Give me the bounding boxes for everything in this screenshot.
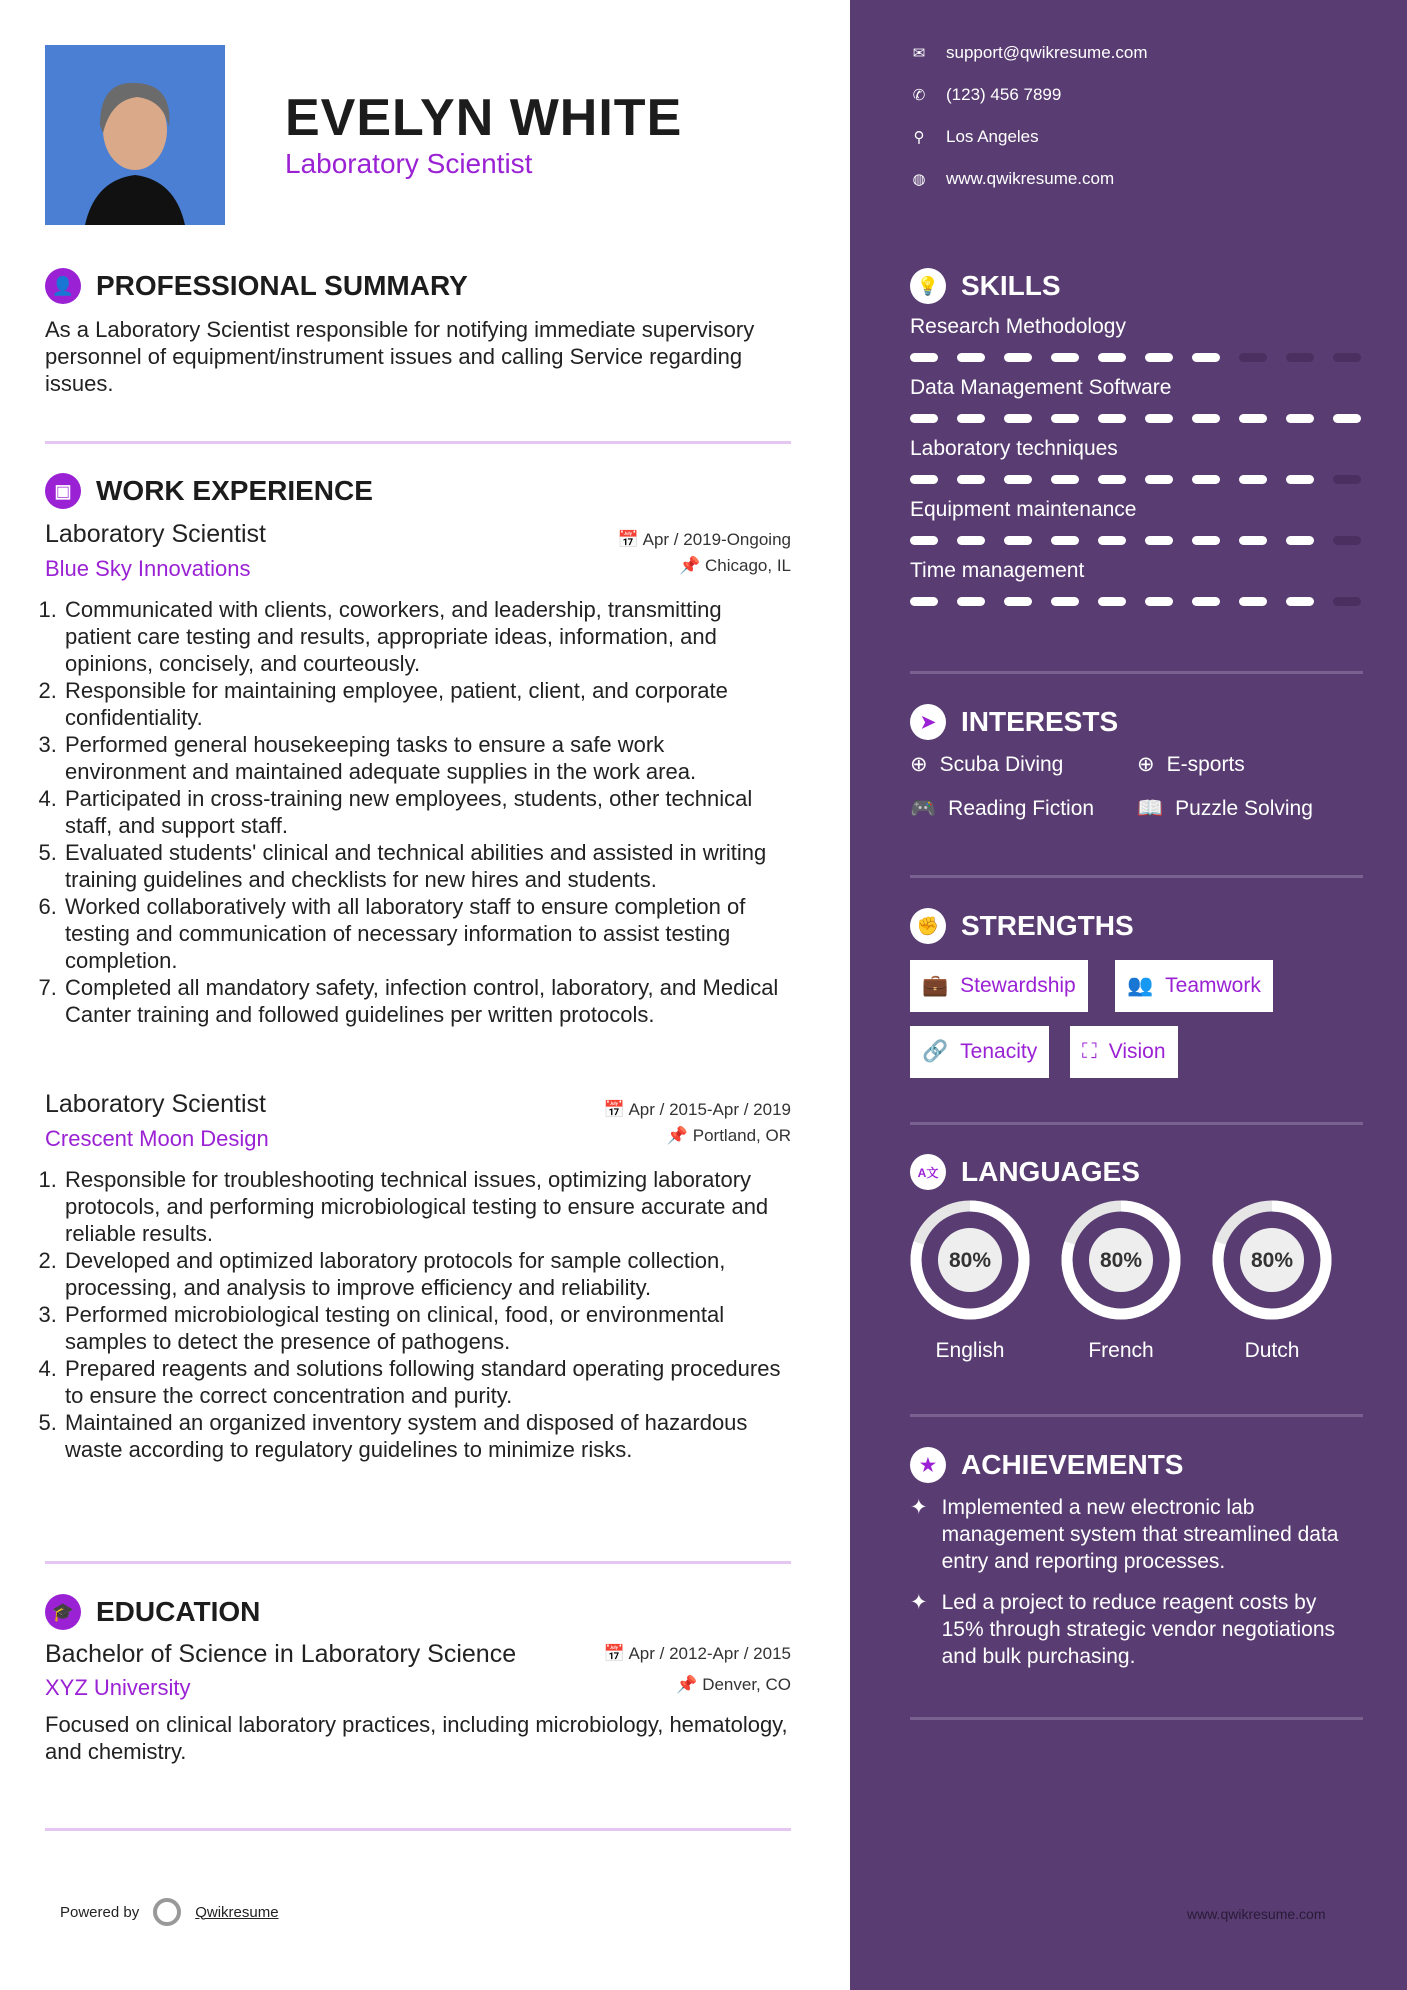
skill-level-dot bbox=[1004, 597, 1032, 606]
work-heading bbox=[45, 473, 373, 509]
skill-name: Time management bbox=[910, 559, 1085, 582]
duty-item: 2. Developed and optimized laboratory protocols for sample collection, processing, and analysis to improve efficiency and reliability. bbox=[63, 1247, 791, 1301]
email-text[interactable]: support@qwikresume.com bbox=[946, 43, 1148, 62]
lightbulb-icon: 💡 bbox=[910, 268, 946, 304]
strength-chip bbox=[1070, 1026, 1178, 1078]
skill-level-bar bbox=[910, 597, 1363, 606]
language-item bbox=[910, 1200, 1030, 1363]
skill-item bbox=[910, 498, 1363, 545]
language-name: French bbox=[1088, 1339, 1154, 1362]
duty-item: 4. Prepared reagents and solutions following standard operating procedures to ensure the correct concentration and purity. bbox=[63, 1355, 791, 1409]
briefcase-icon: ▣ bbox=[45, 473, 81, 509]
strength-chip bbox=[1115, 960, 1273, 1012]
work-heading-text: WORK EXPERIENCE bbox=[96, 475, 373, 506]
skill-level-dot bbox=[1004, 475, 1032, 484]
qwikresume-logo-icon bbox=[153, 1898, 181, 1926]
pin-icon: 📌 bbox=[666, 1126, 693, 1145]
skill-level-dot bbox=[1098, 536, 1126, 545]
skill-level-dot bbox=[910, 597, 938, 606]
interest-item bbox=[1137, 797, 1313, 821]
qwikresume-link[interactable]: Qwikresume bbox=[195, 1903, 279, 1921]
skill-level-dot bbox=[1098, 597, 1126, 606]
skill-level-dot bbox=[1192, 475, 1220, 484]
skill-level-dot bbox=[957, 536, 985, 545]
job-title: Laboratory Scientist bbox=[45, 520, 266, 548]
book-icon: 📖 bbox=[1137, 797, 1164, 820]
pin-icon: 📌 bbox=[676, 1675, 703, 1694]
achievement-text: Led a project to reduce reagent costs by 15% through strategic vendor negotiations and bulk purchasing. bbox=[941, 1591, 1336, 1668]
star-icon: ✦ bbox=[910, 1591, 928, 1614]
skill-level-dot bbox=[1145, 536, 1173, 545]
skill-item bbox=[910, 437, 1363, 484]
summary-heading-text: PROFESSIONAL SUMMARY bbox=[96, 270, 468, 301]
strength-label: Tenacity bbox=[960, 1040, 1038, 1063]
skills-list bbox=[910, 315, 1363, 620]
education-location bbox=[676, 1675, 791, 1701]
paper-plane-icon: ➤ bbox=[910, 704, 946, 740]
company-name: Crescent Moon Design bbox=[45, 1126, 269, 1151]
candidate-name: EVELYN WHITE bbox=[285, 89, 683, 147]
divider bbox=[45, 1828, 791, 1831]
job-dates bbox=[604, 1100, 792, 1120]
strength-label: Vision bbox=[1108, 1040, 1166, 1063]
skill-name: Laboratory techniques bbox=[910, 437, 1118, 460]
skill-level-dot bbox=[1051, 414, 1079, 423]
link-icon: 🔗 bbox=[922, 1040, 949, 1063]
strengths-heading bbox=[910, 908, 1134, 944]
skill-item bbox=[910, 315, 1363, 362]
language-percent: 80% bbox=[1250, 1249, 1294, 1272]
powered-by-text: Powered by bbox=[60, 1903, 140, 1921]
skill-level-dot bbox=[1004, 414, 1032, 423]
skill-level-dot bbox=[1239, 353, 1267, 362]
globe-icon: ◍ bbox=[912, 171, 926, 188]
achievement-item bbox=[910, 1494, 1363, 1575]
skill-level-dot bbox=[1286, 475, 1314, 484]
job-dates-text: Apr / 2019-Ongoing bbox=[642, 530, 791, 549]
skill-level-dot bbox=[1004, 353, 1032, 362]
job-entry bbox=[45, 1090, 791, 1463]
job-location bbox=[679, 556, 791, 582]
skills-heading-text: SKILLS bbox=[961, 270, 1061, 301]
languages-heading-text: LANGUAGES bbox=[961, 1156, 1140, 1187]
skill-level-bar bbox=[910, 536, 1363, 545]
star-badge-icon: ★ bbox=[910, 1447, 946, 1483]
divider bbox=[910, 671, 1363, 674]
contact-email bbox=[910, 38, 1148, 68]
education-heading-text: EDUCATION bbox=[96, 1596, 261, 1627]
skill-level-dot bbox=[1239, 536, 1267, 545]
language-name: English bbox=[935, 1339, 1005, 1362]
life-ring-icon: ⊕ bbox=[1137, 753, 1155, 776]
skill-level-dot bbox=[1145, 414, 1173, 423]
interest-item bbox=[1137, 752, 1245, 777]
duty-item: 3. Performed general housekeeping tasks to ensure a safe work environment and maintained adequate supplies in the work area. bbox=[63, 731, 791, 785]
calendar-icon: 📅 bbox=[617, 530, 643, 549]
phone-icon: ✆ bbox=[912, 87, 926, 104]
binoculars-icon: ⛶ bbox=[1082, 1040, 1097, 1063]
education-dates-text: Apr / 2012-Apr / 2015 bbox=[628, 1644, 791, 1663]
skill-item bbox=[910, 376, 1363, 423]
location-text: Los Angeles bbox=[946, 127, 1039, 146]
summary-heading bbox=[45, 268, 468, 304]
interest-label: Puzzle Solving bbox=[1175, 797, 1313, 820]
job-location-text: Chicago, IL bbox=[705, 556, 791, 575]
job-duties bbox=[45, 1166, 791, 1463]
interest-item bbox=[910, 797, 1094, 821]
skill-level-dot bbox=[1333, 536, 1361, 545]
skill-level-dot bbox=[1145, 353, 1173, 362]
achievement-text: Implemented a new electronic lab management system that streamlined data entry and reporting processes. bbox=[941, 1496, 1339, 1573]
skill-name: Equipment maintenance bbox=[910, 498, 1137, 521]
website-text[interactable]: www.qwikresume.com bbox=[946, 169, 1115, 188]
calendar-icon: 📅 bbox=[603, 1100, 629, 1119]
job-dates-text: Apr / 2015-Apr / 2019 bbox=[628, 1100, 791, 1119]
skill-level-dot bbox=[957, 353, 985, 362]
skill-level-dot bbox=[910, 353, 938, 362]
skill-level-dot bbox=[1192, 414, 1220, 423]
interests-heading bbox=[910, 704, 1118, 740]
achievements-heading bbox=[910, 1447, 1183, 1483]
duty-item: 2. Responsible for maintaining employee, patient, client, and corporate confidentiality. bbox=[63, 677, 791, 731]
school-name: XYZ University bbox=[45, 1675, 191, 1700]
duty-item: 5. Evaluated students' clinical and technical abilities and assisted in writing training guidelines and checklists for new hires and students. bbox=[63, 839, 791, 893]
divider bbox=[910, 875, 1363, 878]
language-progress-ring bbox=[1212, 1200, 1332, 1320]
fist-icon: ✊ bbox=[910, 908, 946, 944]
interests-heading-text: INTERESTS bbox=[961, 706, 1119, 737]
contact-location bbox=[910, 122, 1148, 152]
duty-item: 6. Worked collaboratively with all laboratory staff to ensure completion of testing and communication of necessary information to assist testing completion. bbox=[63, 893, 791, 974]
skill-level-dot bbox=[1145, 597, 1173, 606]
job-title: Laboratory Scientist bbox=[45, 1090, 266, 1118]
skill-level-dot bbox=[910, 414, 938, 423]
skill-level-dot bbox=[910, 536, 938, 545]
strength-chip bbox=[910, 960, 1088, 1012]
skill-level-dot bbox=[1098, 414, 1126, 423]
strengths-heading-text: STRENGTHS bbox=[961, 910, 1134, 941]
strength-chip bbox=[910, 1026, 1049, 1078]
duty-item: 1. Responsible for troubleshooting technical issues, optimizing laboratory protocols, and performing microbiological testing to ensure accurate and reliable results. bbox=[63, 1166, 791, 1247]
profile-photo bbox=[45, 45, 225, 225]
briefcase-icon: 💼 bbox=[922, 974, 949, 997]
skill-level-dot bbox=[910, 475, 938, 484]
gamepad-icon: 🎮 bbox=[910, 797, 937, 820]
education-dates bbox=[604, 1644, 792, 1669]
skill-level-dot bbox=[1333, 475, 1361, 484]
job-duties bbox=[45, 596, 791, 1028]
skill-level-dot bbox=[1239, 475, 1267, 484]
language-name: Dutch bbox=[1244, 1339, 1300, 1362]
duty-item: 7. Completed all mandatory safety, infection control, laboratory, and Medical Canter training and followed guidelines per written protocols. bbox=[63, 974, 791, 1028]
contact-phone bbox=[910, 80, 1148, 110]
skill-level-dot bbox=[1192, 536, 1220, 545]
interest-label: E-sports bbox=[1166, 752, 1245, 776]
duty-item: 5. Maintained an organized inventory system and disposed of hazardous waste according to regulatory guidelines to minimize risks. bbox=[63, 1409, 791, 1463]
degree: Bachelor of Science in Laboratory Science bbox=[45, 1640, 517, 1668]
skill-level-dot bbox=[1333, 353, 1361, 362]
skill-level-dot bbox=[1192, 353, 1220, 362]
interest-label: Scuba Diving bbox=[939, 752, 1064, 776]
summary-text: As a Laboratory Scientist responsible for notifying immediate supervisory personnel of equipment/instrument issues and calling Service regarding issues. bbox=[45, 317, 755, 396]
phone-text: (123) 456 7899 bbox=[946, 85, 1062, 104]
skill-level-dot bbox=[1333, 597, 1361, 606]
skill-level-dot bbox=[957, 414, 985, 423]
map-pin-icon: ⚲ bbox=[913, 129, 925, 146]
languages-list bbox=[910, 1200, 1332, 1363]
powered-by bbox=[60, 1898, 279, 1926]
skill-level-dot bbox=[1004, 536, 1032, 545]
achievements-heading-text: ACHIEVEMENTS bbox=[961, 1449, 1184, 1480]
language-progress-ring bbox=[910, 1200, 1030, 1320]
interest-label: Reading Fiction bbox=[948, 797, 1095, 820]
interest-item bbox=[910, 752, 1063, 777]
translate-icon: A文 bbox=[910, 1154, 946, 1190]
language-item bbox=[1061, 1200, 1181, 1363]
skill-name: Data Management Software bbox=[910, 376, 1172, 399]
language-progress-ring bbox=[1061, 1200, 1181, 1320]
language-percent: 80% bbox=[948, 1249, 992, 1272]
users-icon: 👥 bbox=[1127, 974, 1154, 997]
skill-level-dot bbox=[1286, 353, 1314, 362]
skill-level-dot bbox=[1286, 536, 1314, 545]
strength-label: Stewardship bbox=[960, 974, 1076, 997]
strength-label: Teamwork bbox=[1165, 974, 1261, 997]
language-item bbox=[1212, 1200, 1332, 1363]
language-percent: 80% bbox=[1099, 1249, 1143, 1272]
skill-level-dot bbox=[1051, 536, 1079, 545]
skill-level-dot bbox=[1051, 597, 1079, 606]
divider bbox=[45, 441, 791, 444]
skill-level-dot bbox=[1145, 475, 1173, 484]
divider bbox=[910, 1122, 1363, 1125]
company-name: Blue Sky Innovations bbox=[45, 556, 251, 581]
education-entry bbox=[45, 1640, 791, 1765]
skill-item bbox=[910, 559, 1363, 606]
skills-heading bbox=[910, 268, 1061, 304]
skill-name: Research Methodology bbox=[910, 315, 1126, 338]
skill-level-dot bbox=[1239, 414, 1267, 423]
skill-level-dot bbox=[1098, 475, 1126, 484]
education-heading bbox=[45, 1594, 260, 1630]
skill-level-dot bbox=[1239, 597, 1267, 606]
pin-icon: 📌 bbox=[679, 556, 705, 575]
skill-level-dot bbox=[1051, 475, 1079, 484]
skill-level-dot bbox=[1333, 414, 1361, 423]
skill-level-bar bbox=[910, 353, 1363, 362]
envelope-icon: ✉ bbox=[912, 45, 926, 62]
contact-website bbox=[910, 164, 1148, 194]
job-location bbox=[667, 1126, 791, 1152]
life-ring-icon: ⊕ bbox=[910, 753, 928, 776]
education-text: Focused on clinical laboratory practices, including microbiology, hematology, and chemistry. bbox=[45, 1712, 788, 1764]
divider bbox=[45, 1561, 791, 1564]
graduate-icon: 🎓 bbox=[45, 1594, 81, 1630]
skill-level-dot bbox=[1192, 597, 1220, 606]
skill-level-dot bbox=[1098, 353, 1126, 362]
calendar-icon: 📅 bbox=[603, 1644, 629, 1663]
achievement-item bbox=[910, 1589, 1363, 1670]
candidate-title: Laboratory Scientist bbox=[285, 148, 533, 179]
skill-level-dot bbox=[1051, 353, 1079, 362]
sidebar bbox=[850, 0, 1407, 1990]
footer-site[interactable]: www.qwikresume.com bbox=[1187, 1906, 1326, 1922]
skill-level-dot bbox=[1286, 414, 1314, 423]
job-entry bbox=[45, 520, 791, 1028]
divider bbox=[910, 1717, 1363, 1720]
user-icon: 👤 bbox=[45, 268, 81, 304]
skill-level-dot bbox=[957, 597, 985, 606]
duty-item: 3. Performed microbiological testing on clinical, food, or environmental samples to detect the presence of pathogens. bbox=[63, 1301, 791, 1355]
skill-level-bar bbox=[910, 475, 1363, 484]
education-location-text: Denver, CO bbox=[702, 1675, 791, 1694]
skill-level-dot bbox=[1286, 597, 1314, 606]
job-location-text: Portland, OR bbox=[692, 1126, 791, 1145]
skill-level-dot bbox=[957, 475, 985, 484]
skill-level-bar bbox=[910, 414, 1363, 423]
languages-heading bbox=[910, 1154, 1140, 1190]
contact-list bbox=[910, 38, 1148, 194]
duty-item: 4. Participated in cross-training new employees, students, other technical staff, and support staff. bbox=[63, 785, 791, 839]
job-dates bbox=[618, 530, 791, 550]
divider bbox=[910, 1414, 1363, 1417]
duty-item: 1. Communicated with clients, coworkers, and leadership, transmitting patient care testing and results, appropriate ideas, information, and opinions, concisely, and courteously. bbox=[63, 596, 791, 677]
star-icon: ✦ bbox=[910, 1496, 928, 1519]
